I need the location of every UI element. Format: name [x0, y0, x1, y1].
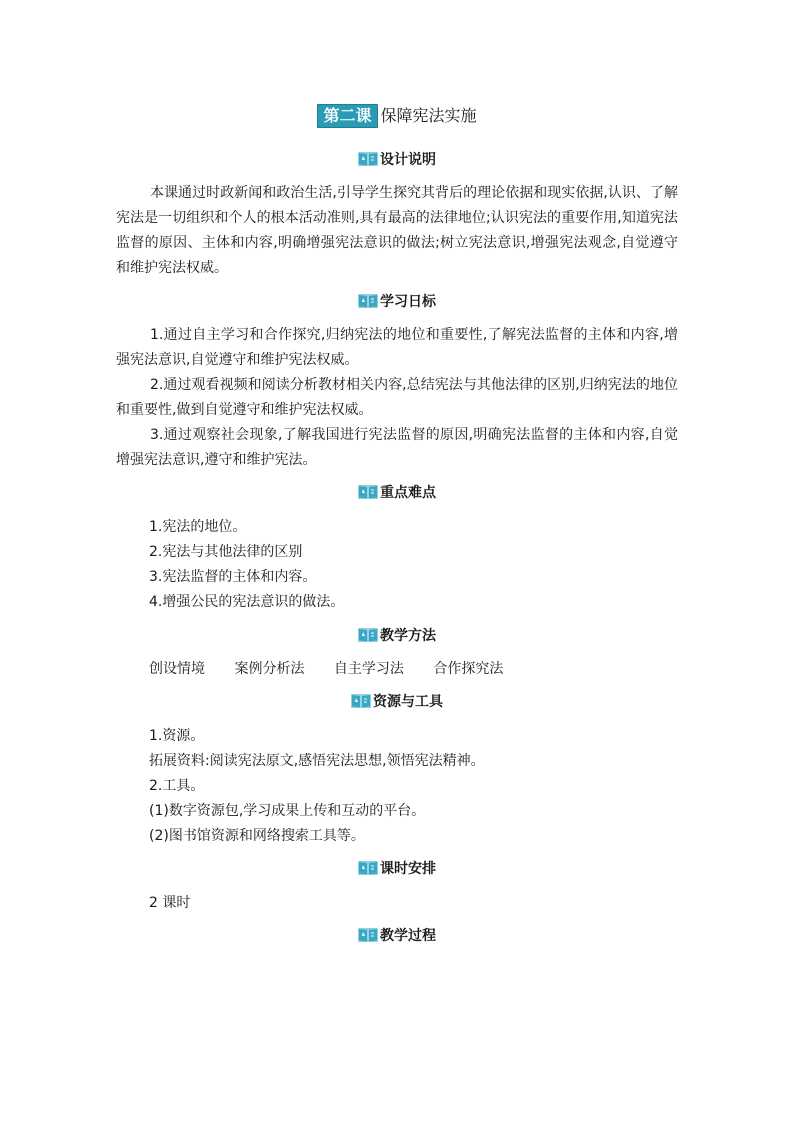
section-heading-text: 课时安排 — [380, 861, 436, 877]
section-heading-text: 学习日标 — [380, 294, 436, 310]
design-paragraph: 本课通过时政新闻和政治生活,引导学生探究其背后的理论依据和现实依据,认识、了解宪法是一切组织和个人的根本活动准则,具有最高的法律地位;认识宪法的重要作用,知道宪法监督的原因、主体和内容,明确增强宪法意识的做法;树立宪法意识,增强宪法观念,自觉遵守和维护宪法权威。 — [116, 185, 678, 276]
section-heading-process — [0, 926, 794, 946]
open-book-icon — [358, 627, 378, 643]
key-point-item: 2.宪法与其他法律的区别 — [149, 544, 303, 560]
methods-list — [149, 659, 528, 679]
goal-item: 2.通过观看视频和阅读分析教材相关内容,总结宪法与其他法律的区别,归纳宪法的地位和重要性,做到自觉遵守和维护宪法权威。 — [116, 377, 678, 418]
open-book-icon — [358, 151, 378, 167]
resource-item: (2)图书馆资源和网络搜索工具等。 — [149, 828, 365, 844]
resource-item: 1.资源。 — [149, 728, 205, 744]
lesson-title: 保障宪法实施 — [380, 106, 477, 125]
method-item: 合作探究法 — [433, 661, 504, 677]
section-heading-methods — [0, 626, 794, 646]
goal-item: 3.通过观察社会现象,了解我国进行宪法监督的原因,明确宪法监督的主体和内容,自觉增强宪法意识,遵守和维护宪法。 — [116, 427, 678, 468]
open-book-icon — [358, 927, 378, 943]
resource-item: 拓展资料:阅读宪法原文,感悟宪法思想,领悟宪法精神。 — [149, 753, 485, 769]
section-heading-text: 教学方法 — [380, 628, 436, 644]
section-heading-text: 资源与工具 — [373, 694, 443, 710]
section-heading-key-points — [0, 483, 794, 503]
open-book-icon — [358, 860, 378, 876]
open-book-icon — [358, 293, 378, 309]
section-heading-design — [0, 150, 794, 170]
method-item: 自主学习法 — [333, 661, 404, 677]
schedule-text: 2 课时 — [149, 895, 191, 911]
key-point-item: 1.宪法的地位。 — [149, 519, 247, 535]
section-heading-text: 重点难点 — [380, 485, 436, 501]
lesson-badge: 第二课 — [317, 104, 377, 128]
key-point-item: 4.增强公民的宪法意识的做法。 — [149, 594, 345, 610]
section-heading-text: 设计说明 — [380, 152, 436, 168]
resource-item: 2.工具。 — [149, 778, 205, 794]
goal-item: 1.通过自主学习和合作探究,归纳宪法的地位和重要性,了解宪法监督的主体和内容,增强宪法意识,自觉遵守和维护宪法权威。 — [116, 327, 678, 368]
open-book-icon — [351, 693, 371, 709]
resource-item: (1)数字资源包,学习成果上传和互动的平台。 — [149, 803, 426, 819]
section-heading-goals — [0, 292, 794, 312]
section-heading-schedule — [0, 859, 794, 879]
key-point-item: 3.宪法监督的主体和内容。 — [149, 569, 317, 585]
section-heading-resources — [0, 692, 794, 712]
method-item: 创设情境 — [149, 661, 205, 677]
open-book-icon — [358, 484, 378, 500]
section-heading-text: 教学过程 — [380, 928, 436, 944]
method-item: 案例分析法 — [234, 661, 305, 677]
lesson-title-row — [0, 104, 794, 128]
